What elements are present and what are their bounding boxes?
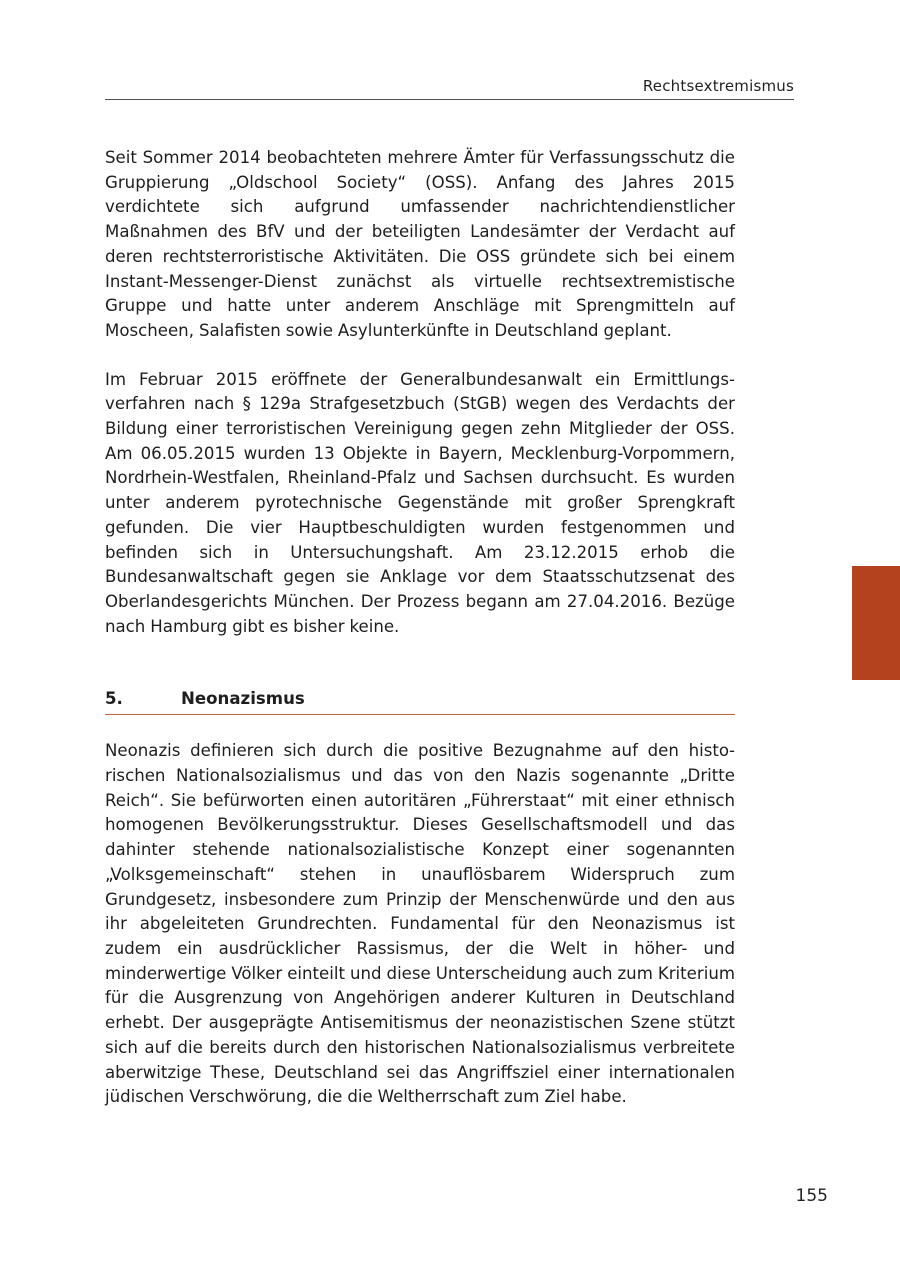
body-paragraph-oss-observation: Seit Sommer 2014 beobachteten mehrere Ämter für Verfassungsschutz die Gruppierung „Oldschool Society“ (OSS). Anfang des Jahres 2015 verdichtete sich aufgrund umfassender nachrichtendienstlicher Maßnahmen des BfV und der beteiligten Landesämter der Verdacht auf deren rechtsterroristische Aktivitäten. Die OSS gründete sich bei einem Instant-Messenger-Dienst zunächst als virtuelle rechtsextremistische Gruppe und hatte unter anderem Anschläge mit Sprengmitteln auf Moscheen, Salafisten sowie Asylunterkünfte in Deutschland geplant. bbox=[105, 148, 735, 340]
section-title: Neonazismus bbox=[181, 689, 305, 709]
page-number: 155 bbox=[795, 1186, 828, 1206]
body-paragraph-neonazism-definition: Neonazis definieren sich durch die positive Bezugnahme auf den historischen Nationalsozialismus und das von den Nazis sogenannte „Dritte Reich“. Sie befürworten einen autoritären „Führerstaat“ mit einer ethnisch homogenen Bevölkerungsstruktur. Dieses Gesellschaftsmodell und das dahinter stehende nationalsozialistische Konzept einer sogenannten „Volksgemeinschaft“ stehen in unauflösbarem Widerspruch zum Grundgesetz, insbesondere zum Prinzip der Menschenwürde und den aus ihr abgeleiteten Grundrechten. Fundamental für den Neonazismus ist zudem ein ausdrücklicher Rassismus, der die Welt in höher- und minderwertige Völker einteilt und diese Unterscheidung auch zum Kriterium für die Ausgrenzung von Angehörigen anderer Kulturen in Deutschland erhebt. Der ausgeprägte Antisemitismus der neonazistischen Szene stützt sich auf die bereits durch den historischen Nationalsozialismus verbreitete aberwitzige These, Deutschland sei das Angriffsziel einer internationalen jüdischen Verschwörung, die die Weltherrschaft zum Ziel habe. bbox=[105, 741, 735, 1107]
page-body bbox=[105, 146, 735, 1110]
chapter-tab-marker bbox=[852, 566, 900, 680]
section-number: 5. bbox=[105, 689, 123, 709]
body-paragraph-oss-investigation: Im Februar 2015 eröffnete der Generalbundesanwalt ein Ermittlungsverfahren nach § 129a Strafgesetzbuch (StGB) wegen des Verdachts der Bildung einer terroristischen Vereinigung gegen zehn Mitglieder der OSS. Am 06.05.2015 wurden 13 Objekte in Bayern, Mecklenburg-Vorpommern, Nordrhein-Westfalen, Rheinland-Pfalz und Sachsen durchsucht. Es wurden unter anderem pyrotechnische Gegenstände mit großer Sprengkraft gefunden. Die vier Hauptbeschuldigten wurden festgenommen und befinden sich in Untersuchungshaft. Am 23.12.2015 erhob die Bundesanwaltschaft gegen sie Anklage vor dem Staatsschutzsenat des Oberlandesgerichts München. Der Prozess begann am 27.04.2016. Bezüge nach Hamburg gibt es bisher keine. bbox=[105, 369, 735, 636]
running-header bbox=[105, 74, 794, 100]
running-header-title: Rechtsextremismus bbox=[642, 77, 794, 95]
section-heading bbox=[105, 688, 735, 715]
